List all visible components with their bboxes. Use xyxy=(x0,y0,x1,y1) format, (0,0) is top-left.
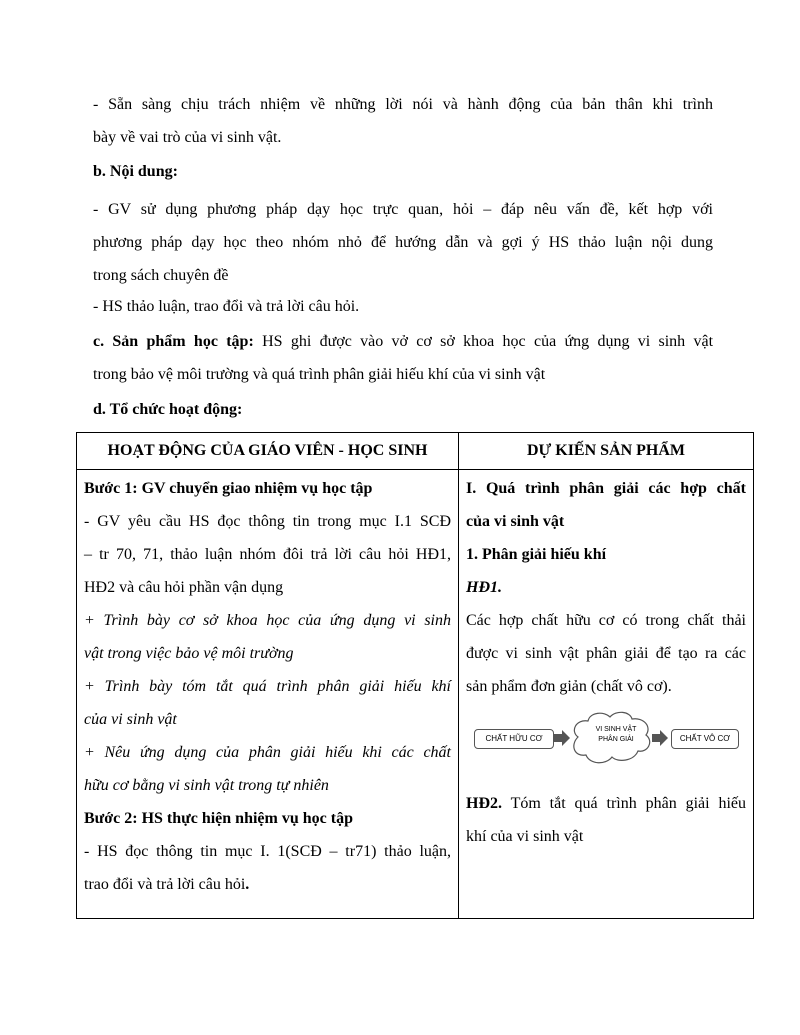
table-body-row xyxy=(77,470,754,919)
question-3-line-1: + Nêu ứng dụng của phân giải hiếu khi các chất xyxy=(84,744,451,761)
inorganic-matter-box: CHẤT VÔ CƠ xyxy=(671,729,739,749)
intro-line-2: bày về vai trò của vi sinh vật. xyxy=(93,129,282,146)
content-line-2: phương pháp dạy học theo nhóm nhỏ để hướng dẫn và gợi ý HS thảo luận nội dung xyxy=(93,234,713,251)
section-title-line-2: của vi sinh vật xyxy=(466,513,565,530)
intro-paragraph xyxy=(93,88,713,154)
product-label: c. Sản phẩm học tập: xyxy=(93,333,254,350)
question-1-line-2: vật trong việc bảo vệ môi trường xyxy=(84,645,294,662)
hd2-line-1 xyxy=(466,787,746,820)
organize-heading: d. Tổ chức hoạt động: xyxy=(93,401,243,418)
product-line-1 xyxy=(93,325,713,358)
step-2-line-1: - HS đọc thông tin mục I. 1(SCĐ – tr71) thảo luận, xyxy=(84,843,451,860)
left-arrow-icon xyxy=(554,730,570,746)
cloud-label xyxy=(576,725,656,745)
content-paragraph xyxy=(93,193,713,292)
section-title-line-1: I. Quá trình phân giải các hợp chất xyxy=(466,480,746,497)
subsection-title: 1. Phân giải hiếu khí xyxy=(466,546,607,563)
content-heading: b. Nội dung: xyxy=(93,163,178,180)
step-2-line-2: trao đổi và trả lời câu hỏi xyxy=(84,876,246,893)
step-1-heading: Bước 1: GV chuyển giao nhiệm vụ học tập xyxy=(84,480,373,497)
hd1-line-2: được vi sinh vật phân giải để tạo ra các xyxy=(466,645,746,662)
question-3-line-2: hữu cơ bằng vi sinh vật trong tự nhiên xyxy=(84,777,329,794)
question-2-line-2: của vi sinh vật xyxy=(84,711,177,728)
expected-product-cell xyxy=(459,470,754,919)
header-expected-product: DỰ KIẾN SẢN PHẨM xyxy=(459,433,754,470)
step-1-line-2: – tr 70, 71, thảo luận nhóm đôi trả lời câu hỏi HĐ1, xyxy=(84,546,451,563)
table-header-row xyxy=(77,433,754,470)
hd2-line-2: khí của vi sinh vật xyxy=(466,828,584,845)
step-1-line-3: HĐ2 và câu hỏi phần vận dụng xyxy=(84,579,284,596)
intro-line-1: - Sẵn sàng chịu trách nhiệm về những lời nói và hành động của bản thân khi trình xyxy=(93,96,713,113)
content-paragraph-2: - HS thảo luận, trao đổi và trả lời câu hỏi. xyxy=(93,298,360,315)
teacher-student-cell xyxy=(77,470,459,919)
decomposition-diagram xyxy=(466,707,746,775)
cloud-label-line-2: PHÂN GIẢI xyxy=(598,736,634,743)
step-2-heading: Bước 2: HS thực hiện nhiệm vụ học tập xyxy=(84,810,353,827)
question-1-line-1: + Trình bày cơ sở khoa học của ứng dụng vi sinh xyxy=(84,612,451,629)
content-line-1: - GV sử dụng phương pháp dạy học trực quan, hỏi – đáp nêu vấn đề, kết hợp với xyxy=(93,201,713,218)
step-2-line-2-wrap xyxy=(84,868,451,901)
cloud-label-line-1: VI SINH VẬT xyxy=(595,726,637,733)
question-2-line-1: + Trình bày tóm tắt quá trình phân giải hiếu khí xyxy=(84,678,451,695)
hd1-line-3: sản phẩm đơn giản (chất vô cơ). xyxy=(466,678,672,695)
step-2-period: . xyxy=(245,876,250,893)
activity-table xyxy=(76,432,754,919)
hd2-label: HĐ2. xyxy=(466,795,502,812)
organic-matter-box: CHẤT HỮU CƠ xyxy=(474,729,554,749)
hd1-line-1: Các hợp chất hữu cơ có trong chất thải xyxy=(466,612,746,629)
header-teacher-student: HOẠT ĐỘNG CỦA GIÁO VIÊN - HỌC SINH xyxy=(77,433,459,470)
content-line-3: trong sách chuyên đề xyxy=(93,267,229,284)
hd1-label: HĐ1. xyxy=(466,579,502,596)
product-paragraph xyxy=(93,325,713,391)
product-text-1: HS ghi được vào vở cơ sở khoa học của ứng dụng vi sinh vật xyxy=(253,333,714,350)
hd2-text-1: Tóm tắt quá trình phân giải hiếu xyxy=(502,795,746,812)
step-1-line-1: - GV yêu cầu HS đọc thông tin trong mục I.1 SCĐ xyxy=(84,513,451,530)
product-line-2: trong bảo vệ môi trường và quá trình phân giải hiếu khí của vi sinh vật xyxy=(93,366,546,383)
